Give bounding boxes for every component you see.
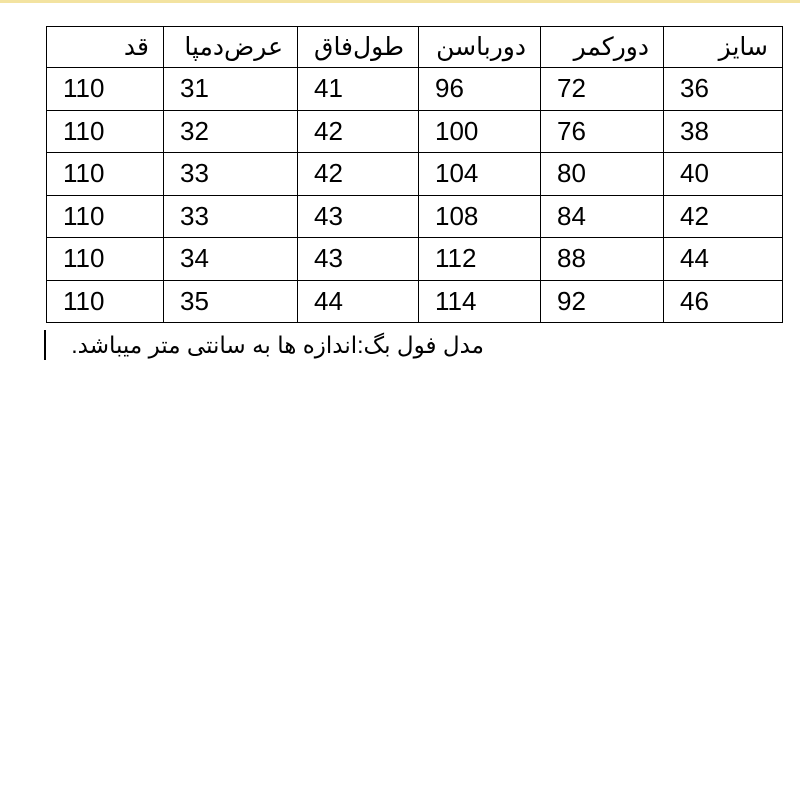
table-cell: 35 <box>164 280 298 323</box>
table-cell: 110 <box>47 110 164 153</box>
table-cell: 36 <box>664 68 783 111</box>
table-cell: 41 <box>298 68 419 111</box>
table-cell: 32 <box>164 110 298 153</box>
table-cell: 43 <box>298 238 419 281</box>
table-row <box>47 280 783 323</box>
top-accent-line <box>0 0 800 3</box>
header-cell-size: سایز <box>664 27 783 68</box>
table-cell: 33 <box>164 195 298 238</box>
table-cell: 92 <box>541 280 664 323</box>
size-chart-table <box>46 26 783 323</box>
table-cell: 80 <box>541 153 664 196</box>
note-line[interactable] <box>44 328 484 362</box>
header-cell-rise: طول‌فاق <box>298 27 419 68</box>
table-cell: 96 <box>419 68 541 111</box>
header-cell-hip: دورباسن <box>419 27 541 68</box>
table-cell: 38 <box>664 110 783 153</box>
table-cell: 100 <box>419 110 541 153</box>
header-cell-waist: دورکمر <box>541 27 664 68</box>
table-cell: 112 <box>419 238 541 281</box>
table-row <box>47 110 783 153</box>
table-cell: 42 <box>298 110 419 153</box>
table-cell: 46 <box>664 280 783 323</box>
table-cell: 31 <box>164 68 298 111</box>
table-cell: 72 <box>541 68 664 111</box>
table-cell: 108 <box>419 195 541 238</box>
table-cell: 84 <box>541 195 664 238</box>
table-cell: 110 <box>47 153 164 196</box>
table-cell: 88 <box>541 238 664 281</box>
table-cell: 34 <box>164 238 298 281</box>
table-cell: 110 <box>47 195 164 238</box>
table-cell: 43 <box>298 195 419 238</box>
table-cell: 110 <box>47 280 164 323</box>
table-row <box>47 195 783 238</box>
table-row <box>47 68 783 111</box>
table-row <box>47 153 783 196</box>
table-cell: 110 <box>47 68 164 111</box>
measurement-note: مدل فول بگ:اندازه ها به سانتی متر میباشد. <box>71 332 484 358</box>
table-cell: 44 <box>298 280 419 323</box>
header-cell-height: قد <box>47 27 164 68</box>
table-cell: 104 <box>419 153 541 196</box>
table-cell: 114 <box>419 280 541 323</box>
table-cell: 40 <box>664 153 783 196</box>
table-cell: 76 <box>541 110 664 153</box>
table-header-row <box>47 27 783 68</box>
table-cell: 110 <box>47 238 164 281</box>
table-cell: 42 <box>664 195 783 238</box>
table-cell: 42 <box>298 153 419 196</box>
header-cell-hem-width: عرض‌دمپا <box>164 27 298 68</box>
table-cell: 33 <box>164 153 298 196</box>
text-cursor <box>44 330 46 360</box>
table-row <box>47 238 783 281</box>
table-cell: 44 <box>664 238 783 281</box>
